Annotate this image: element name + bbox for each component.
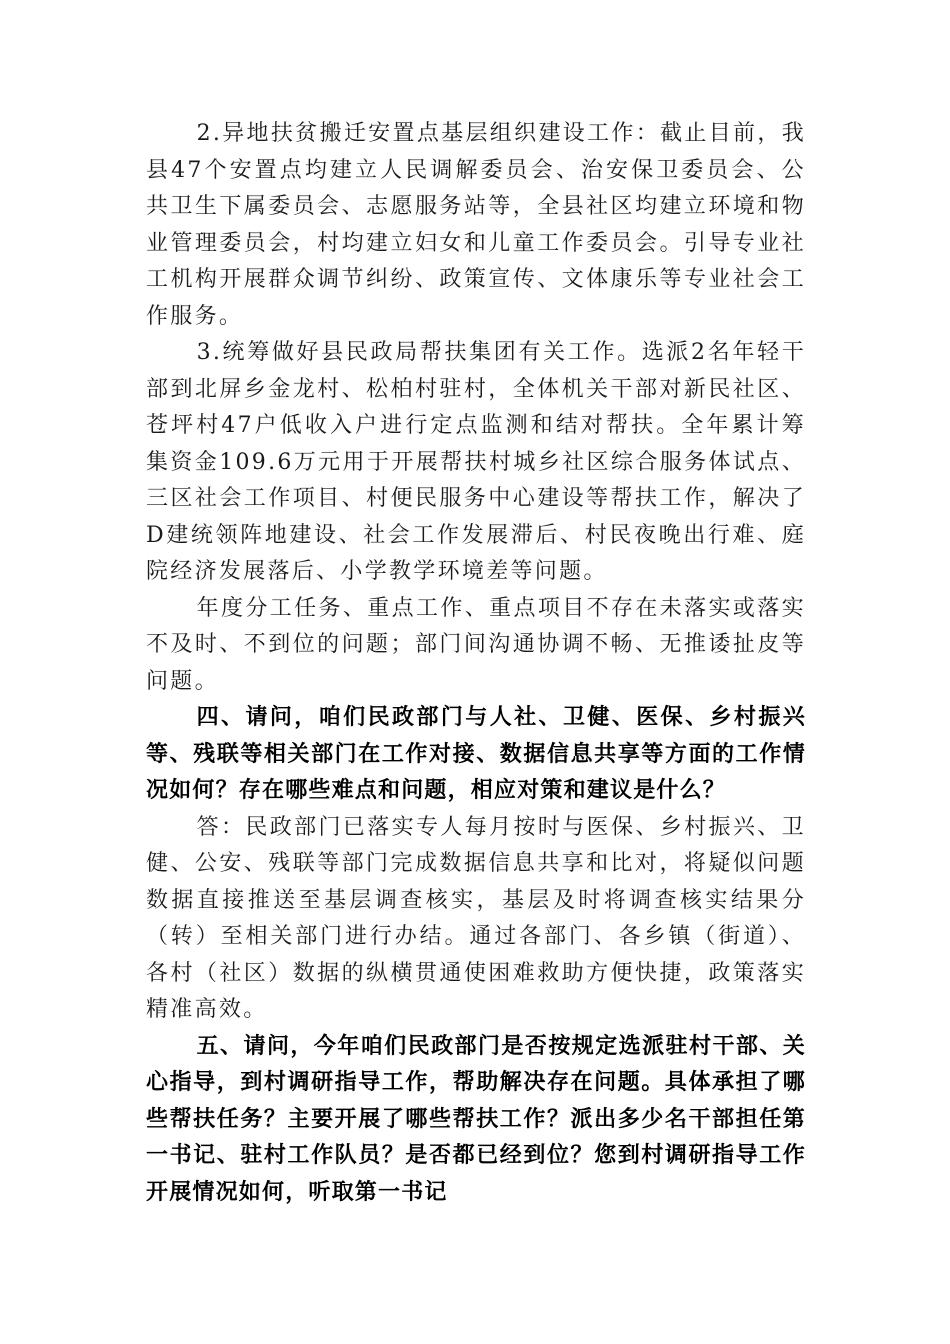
document-body (146, 116, 806, 1211)
answer-four: 答：民政部门已落实专人每月按时与医保、乡村振兴、卫健、公安、残联等部门完成数据信息共享和比对，将疑似问题数据直接推送至基层调查核实，基层及时将调查核实结果分（转）至相关部门进行办结。通过各部门、各乡镇（街道）、各村（社区）数据的纵横贯通使困难救助方便快捷，政策落实精准高效。 (146, 814, 806, 1022)
paragraph-resettlement-organization: 2.异地扶贫搬迁安置点基层组织建设工作：截止目前，我县47个安置点均建立人民调解委员会、治安保卫委员会、公共卫生下属委员会、志愿服务站等，全县社区均建立环境和物业管理委员会，村均建立妇女和儿童工作委员会。引导专业社工机构开展群众调节纠纷、政策宣传、文体康乐等专业社会工作服务。 (146, 121, 806, 329)
paragraph-annual-tasks: 年度分工任务、重点工作、重点项目不存在未落实或落实不及时、不到位的问题；部门间沟通协调不畅、无推诿扯皮等问题。 (146, 595, 806, 694)
question-four-heading: 四、请问，咱们民政部门与人社、卫健、医保、乡村振兴等、残联等相关部门在工作对接、数据信息共享等方面的工作情况如何？存在哪些难点和问题，相应对策和建议是什么？ (146, 705, 806, 803)
question-five-heading: 五、请问，今年咱们民政部门是否按规定选派驻村干部、关心指导，到村调研指导工作，帮助解决存在问题。具体承担了哪些帮扶任务？主要开展了哪些帮扶工作？派出多少名干部担任第一书记、驻村工作队员？是否都已经到位？您到村调研指导工作开展情况如何，听取第一书记 (146, 1033, 806, 1205)
paragraph-assistance-group: 3.统筹做好县民政局帮扶集团有关工作。选派2名年轻干部到北屏乡金龙村、松柏村驻村，全体机关干部对新民社区、苍坪村47户低收入户进行定点监测和结对帮扶。全年累计筹集资金109.6万元用于开展帮扶村城乡社区综合服务体试点、三区社会工作项目、村便民服务中心建设等帮扶工作，解决了D建统领阵地建设、社会工作发展滞后、村民夜晚出行难、庭院经济发展落后、小学教学环境差等问题。 (146, 340, 806, 584)
